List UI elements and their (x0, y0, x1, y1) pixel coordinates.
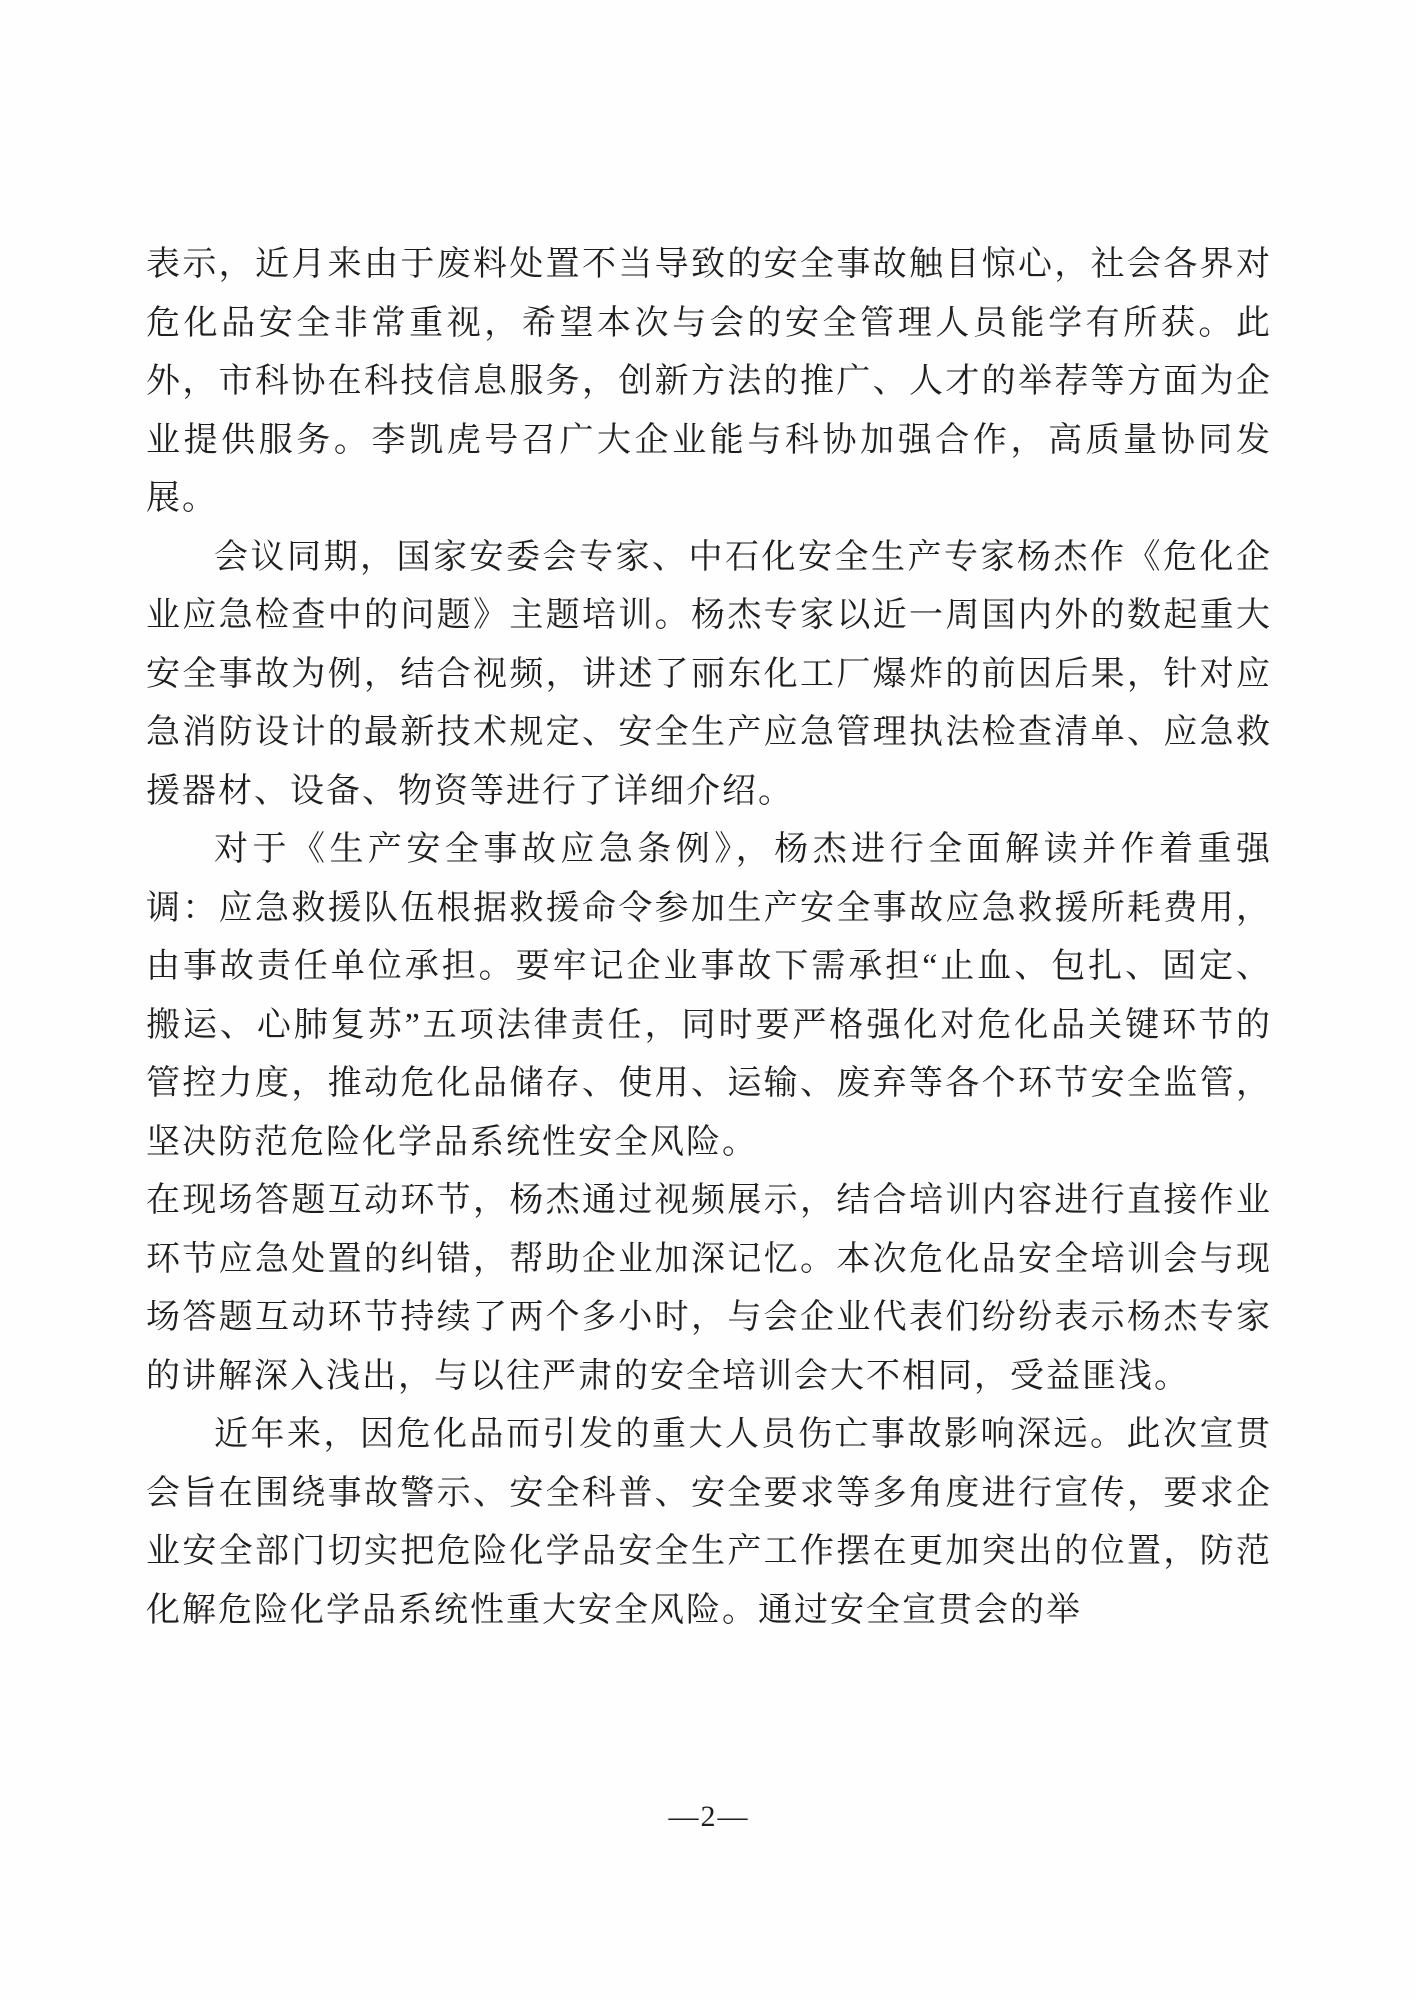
body-paragraph: 对于《生产安全事故应急条例》，杨杰进行全面解读并作着重强调：应急救援队伍根据救援命令参加生产安全事故应急救援所耗费用，由事故责任单位承担。要牢记企业事故下需承担“止血、包扎、固定、搬运、心肺复苏”五项法律责任，同时要严格强化对危化品关键环节的管控力度，推动危化品储存、使用、运输、废弃等各个环节安全监管，坚决防范危险化学品系统性安全风险。 (146, 831, 1272, 1161)
body-paragraph: 在现场答题互动环节，杨杰通过视频展示，结合培训内容进行直接作业环节应急处置的纠错，帮助企业加深记忆。本次危化品安全培训会与现场答题互动环节持续了两个多小时，与会企业代表们纷纷表示杨杰专家的讲解深入浅出，与以往严肃的安全培训会大不相同，受益匪浅。 (146, 1182, 1272, 1395)
body-paragraph: 近年来，因危化品而引发的重大人员伤亡事故影响深远。此次宣贯会旨在围绕事故警示、安全科普、安全要求等多角度进行宣传，要求企业安全部门切实把危险化学品安全生产工作摆在更加突出的位置，防范化解危险化学品系统性重大安全风险。通过安全宣贯会的举 (146, 1416, 1272, 1629)
document-body (146, 236, 1272, 1640)
page-number: —2— (668, 1800, 750, 1833)
body-paragraph: 表示，近月来由于废料处置不当导致的安全事故触目惊心，社会各界对危化品安全非常重视，希望本次与会的安全管理人员能学有所获。此外，市科协在科技信息服务，创新方法的推广、人才的举荐等方面为企业提供服务。李凯虎号召广大企业能与科协加强合作，高质量协同发展。 (146, 246, 1272, 517)
body-paragraph: 会议同期，国家安委会专家、中石化安全生产专家杨杰作《危化企业应急检查中的问题》主题培训。杨杰专家以近一周国内外的数起重大安全事故为例，结合视频，讲述了丽东化工厂爆炸的前因后果，针对应急消防设计的最新技术规定、安全生产应急管理执法检查清单、应急救援器材、设备、物资等进行了详细介绍。 (146, 538, 1272, 810)
